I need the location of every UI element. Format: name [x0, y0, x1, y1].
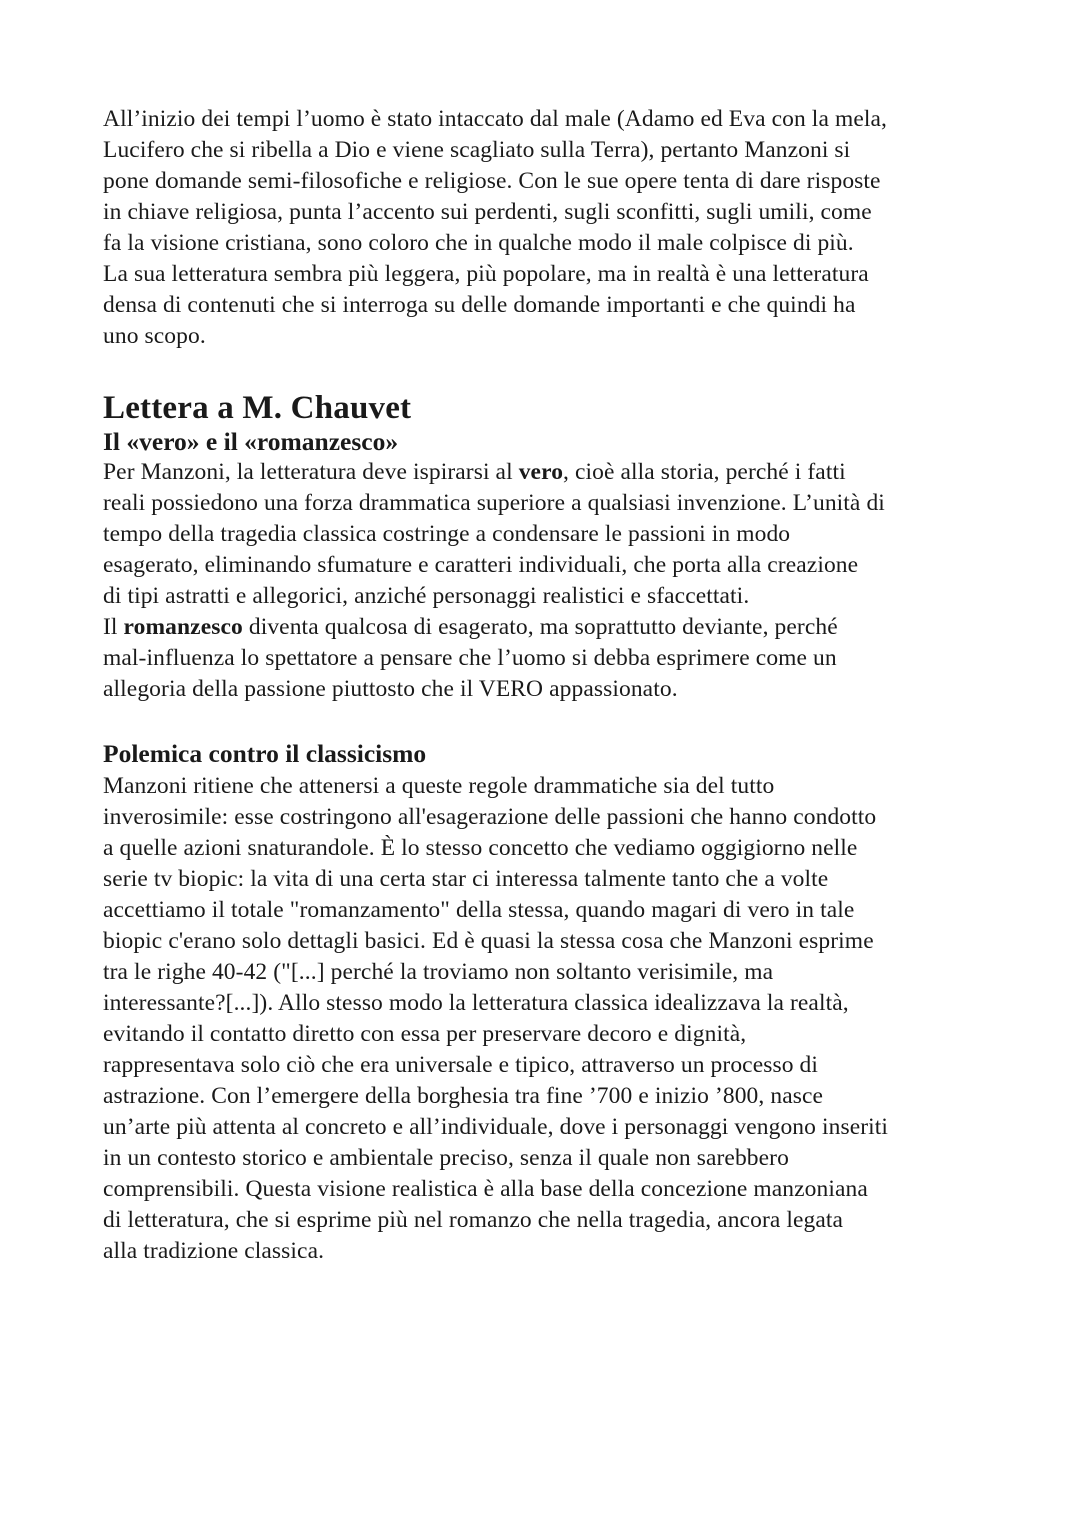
text-line: La sua letteratura sembra più leggera, più popolare, ma in realtà è una letteratura	[103, 261, 869, 287]
lettera-paragraph	[103, 457, 993, 705]
text-line: fa la visione cristiana, sono coloro che in qualche modo il male colpisce di più.	[103, 230, 854, 256]
text-line: Manzoni ritiene che attenersi a queste regole drammatiche sia del tutto	[103, 773, 775, 799]
text-line: densa di contenuti che si interroga su delle domande importanti e che quindi ha	[103, 292, 856, 318]
document-page	[103, 104, 993, 1267]
text-line: mal-influenza lo spettatore a pensare che l’uomo si debba esprimere come un	[103, 645, 837, 671]
text-line: accettiamo il totale "romanzamento" della stessa, quando magari di vero in tale	[103, 897, 855, 923]
text-line: esagerato, eliminando sfumature e caratteri individuali, che porta alla creazione	[103, 552, 859, 578]
text-line: Il romanzesco diventa qualcosa di esagerato, ma soprattutto deviante, perché	[103, 614, 838, 640]
text-line: Per Manzoni, la letteratura deve ispirarsi al vero, cioè alla storia, perché i fatti	[103, 459, 846, 485]
text-line: interessante?[...]). Allo stesso modo la letteratura classica idealizzava la realtà,	[103, 990, 849, 1016]
text-line: allegoria della passione piuttosto che il VERO appassionato.	[103, 676, 678, 702]
text-line: biopic c'erano solo dettagli basici. Ed è quasi la stessa cosa che Manzoni esprime	[103, 928, 874, 954]
text-line: tempo della tragedia classica costringe a condensare le passioni in modo	[103, 521, 791, 547]
polemica-paragraph	[103, 771, 993, 1267]
text-line: comprensibili. Questa visione realistica è alla base della concezione manzoniana	[103, 1176, 868, 1202]
text-line: in chiave religiosa, punta l’accento sui perdenti, sugli sconfitti, sugli umili, come	[103, 199, 872, 225]
text-line: evitando il contatto diretto con essa per preservare decoro e dignità,	[103, 1021, 747, 1047]
section-title-polemica: Polemica contro il classicismo	[103, 739, 427, 768]
section-title-lettera: Lettera a M. Chauvet	[103, 390, 412, 426]
text-line: alla tradizione classica.	[103, 1238, 325, 1264]
text-line: un’arte più attenta al concreto e all’individuale, dove i personaggi vengono inseriti	[103, 1114, 889, 1140]
text-line: reali possiedono una forza drammatica superiore a qualsiasi invenzione. L’unità di	[103, 490, 885, 516]
intro-paragraph	[103, 104, 993, 352]
text-line: inverosimile: esse costringono all'esagerazione delle passioni che hanno condotto	[103, 804, 877, 830]
text-line: uno scopo.	[103, 323, 206, 349]
text-line: a quelle azioni snaturandole. È lo stesso concetto che vediamo oggigiorno nelle	[103, 835, 858, 861]
text-line: astrazione. Con l’emergere della borghesia tra fine ’700 e inizio ’800, nasce	[103, 1083, 824, 1109]
text-line: tra le righe 40-42 ("[...] perché la troviamo non soltanto verisimile, ma	[103, 959, 774, 985]
text-line: All’inizio dei tempi l’uomo è stato intaccato dal male (Adamo ed Eva con la mela,	[103, 106, 887, 132]
text-line: di tipi astratti e allegorici, anziché personaggi realistici e sfaccettati.	[103, 583, 750, 609]
text-line: pone domande semi-filosofiche e religiose. Con le sue opere tenta di dare risposte	[103, 168, 881, 194]
section-subtitle-vero-romanzesco: Il «vero» e il «romanzesco»	[103, 427, 399, 456]
text-line: Lucifero che si ribella a Dio e viene scagliato sulla Terra), pertanto Manzoni si	[103, 137, 851, 163]
bold-term-vero: vero	[518, 459, 564, 485]
text-line: in un contesto storico e ambientale preciso, senza il quale non sarebbero	[103, 1145, 789, 1171]
bold-term-romanzesco: romanzesco	[123, 614, 243, 640]
text-line: di letteratura, che si esprime più nel romanzo che nella tragedia, ancora legata	[103, 1207, 844, 1233]
text-line: rappresentava solo ciò che era universale e tipico, attraverso un processo di	[103, 1052, 819, 1078]
text-line: serie tv biopic: la vita di una certa star ci interessa talmente tanto che a volte	[103, 866, 829, 892]
